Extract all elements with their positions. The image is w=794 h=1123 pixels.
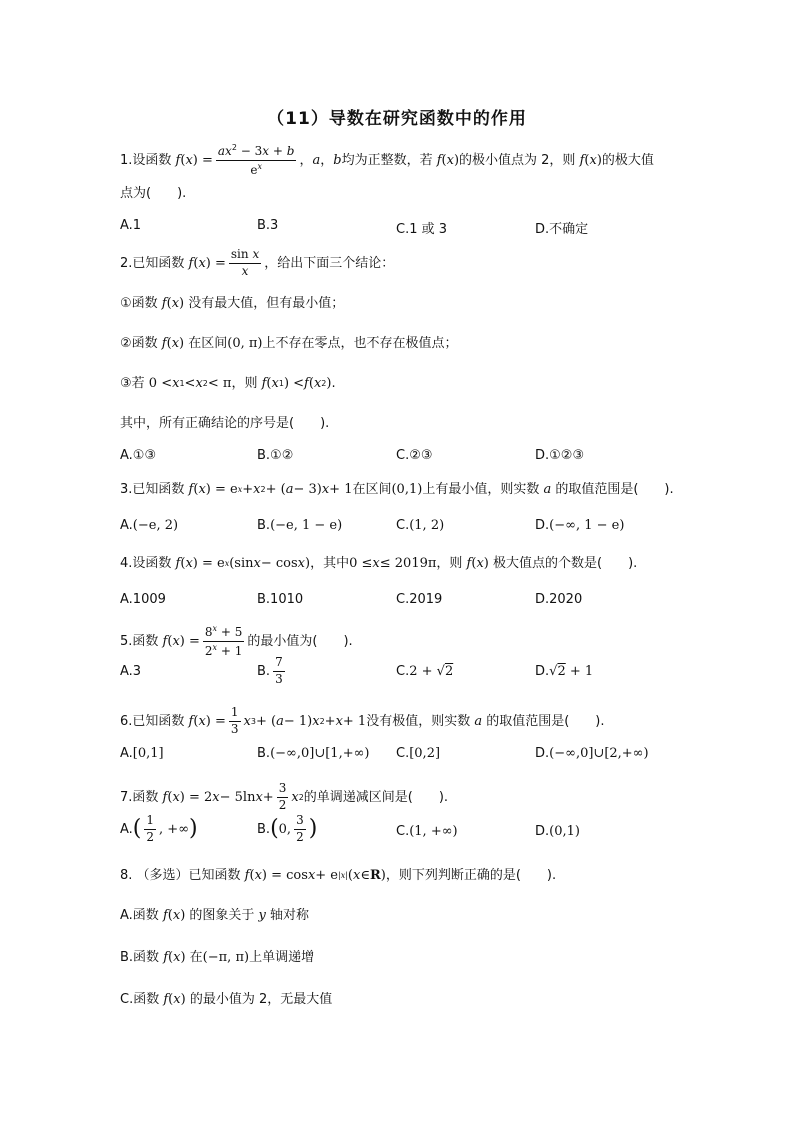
q2-option-d[interactable]: D.①②③ [535, 448, 585, 463]
q2-options [120, 448, 720, 472]
q1-option-b[interactable]: B.3 [257, 218, 279, 233]
q2-option-b[interactable]: B.①② [257, 448, 294, 463]
q8-option-b[interactable]: B.函数 f ( x ) 在 (−π, π) 上单调递增 [120, 950, 315, 965]
q5-fraction: $\frac{8^x + 5}{2^x + 1}$ [204, 624, 243, 658]
q2-conclusion-2: ②函数 f ( x ) 在区间 (0, π) 上不存在零点，也不存在极值点； [120, 336, 458, 351]
q6-option-b[interactable]: B. (−∞,0]∪[1,+∞) [257, 746, 370, 761]
q1-option-c[interactable]: C.1 或 3 [396, 222, 448, 237]
q1-fraction: $\frac{ax^2 - 3x + b}{e^x}$ [217, 143, 295, 177]
q1-options [120, 218, 720, 242]
q7-option-a[interactable]: A. ( $\frac{1}{2}$ , +∞ ) [120, 813, 198, 844]
question-5: 5.函数 f ( x ) = $\frac{8^x + 5}{2^x + 1}$ 的最小值为( ). [120, 624, 353, 658]
question-2: 2.已知函数 f ( x ) = $\frac{\text{sin x}}{x}$ ，给出下面三个结论： [120, 247, 395, 278]
page-title: （11）导数在研究函数中的作用 [267, 109, 527, 129]
q8-option-a[interactable]: A.函数 f ( x ) 的图象关于 y 轴对称 [120, 908, 310, 923]
question-4: 4.设函数 f ( x ) = e x (sin x − cos x ) ，其中 0 ≤ x ≤ 2019π ，则 f ( x ) 极大值点的个数是( ). [120, 556, 638, 571]
q1-option-a[interactable]: A.1 [120, 218, 142, 233]
q4-option-c[interactable]: C.2019 [396, 592, 443, 607]
q2-fraction: $\frac{\text{sin x}}{x}$ [230, 247, 260, 278]
q4-option-a[interactable]: A.1009 [120, 592, 166, 607]
question-1-continued: 点为( ). [120, 186, 187, 201]
question-6: 6.已知函数 f ( x ) = $\frac{1}{3}$ x 3 + ( a − 1) x 2 + x + 1 没有极值，则实数 a 的取值范围是( ). [120, 705, 605, 736]
q3-option-d[interactable]: D. (−∞, 1 − e) [535, 518, 625, 533]
q7-option-b[interactable]: B. ( 0, $\frac{3}{2}$ ) [257, 813, 318, 844]
q6-option-a[interactable]: A. [0,1] [120, 746, 164, 761]
q5-options [120, 655, 720, 688]
question-7: 7.函数 f ( x ) = 2 x − 5ln x + $\frac{3}{2}$ x 2 的单调递减区间是( ). [120, 781, 449, 812]
q4-options [120, 592, 720, 616]
q2-ask: 其中，所有正确结论的序号是( ). [120, 416, 330, 431]
q3-option-c[interactable]: C. (1, 2) [396, 518, 445, 533]
q4-option-b[interactable]: B.1010 [257, 592, 304, 607]
q5-option-d[interactable]: D. √2 + 1 [535, 664, 594, 679]
question-1: 1.设函数 f ( x ) = $\frac{ax^2 - 3x + b}{e^x}$ ， a ， b 均为正整数，若 f ( x ) 的极小值点为 2，则 f ( x ) 的极大值 [120, 143, 654, 177]
question-3: 3.已知函数 f ( x ) = e x + x 2 + ( a − 3) x + 1 在区间 (0,1) 上有最小值，则实数 a 的取值范围是( ). [120, 482, 674, 497]
q7-options [120, 813, 720, 844]
q3-option-a[interactable]: A. (−e, 2) [120, 518, 179, 533]
q5-option-a[interactable]: A.3 [120, 664, 142, 679]
q8-option-c[interactable]: C.函数 f ( x ) 的最小值为 2，无最大值 [120, 992, 333, 1007]
q6-options [120, 746, 720, 770]
q3-option-b[interactable]: B. (−e, 1 − e) [257, 518, 343, 533]
q7-option-d[interactable]: D. (0,1) [535, 824, 580, 839]
q6-option-d[interactable]: D. (−∞,0]∪[2,+∞) [535, 746, 649, 761]
q7-option-c[interactable]: C. (1, +∞) [396, 824, 458, 839]
q6-option-c[interactable]: C. [0,2] [396, 746, 441, 761]
question-8: 8. （多选）已知函数 f ( x ) = cos x + e |x| ( x ∈ R ) ，则下列判断正确的是( ). [120, 868, 557, 883]
q1-option-d[interactable]: D.不确定 [535, 222, 589, 237]
q4-option-d[interactable]: D.2020 [535, 592, 583, 607]
q5-option-c[interactable]: C. 2 + √2 [396, 664, 454, 679]
q2-conclusion-1: ①函数 f ( x ) 没有最大值，但有最小值； [120, 296, 345, 311]
q2-option-c[interactable]: C.②③ [396, 448, 433, 463]
q5-option-b[interactable]: B. $\frac{7}{3}$ [257, 655, 283, 686]
q3-options [120, 518, 720, 542]
q2-option-a[interactable]: A.①③ [120, 448, 157, 463]
q2-conclusion-3: ③若 0 < x 1 < x 2 < π ，则 f ( x 1 ) < f ( x 2 ) . [120, 376, 336, 391]
